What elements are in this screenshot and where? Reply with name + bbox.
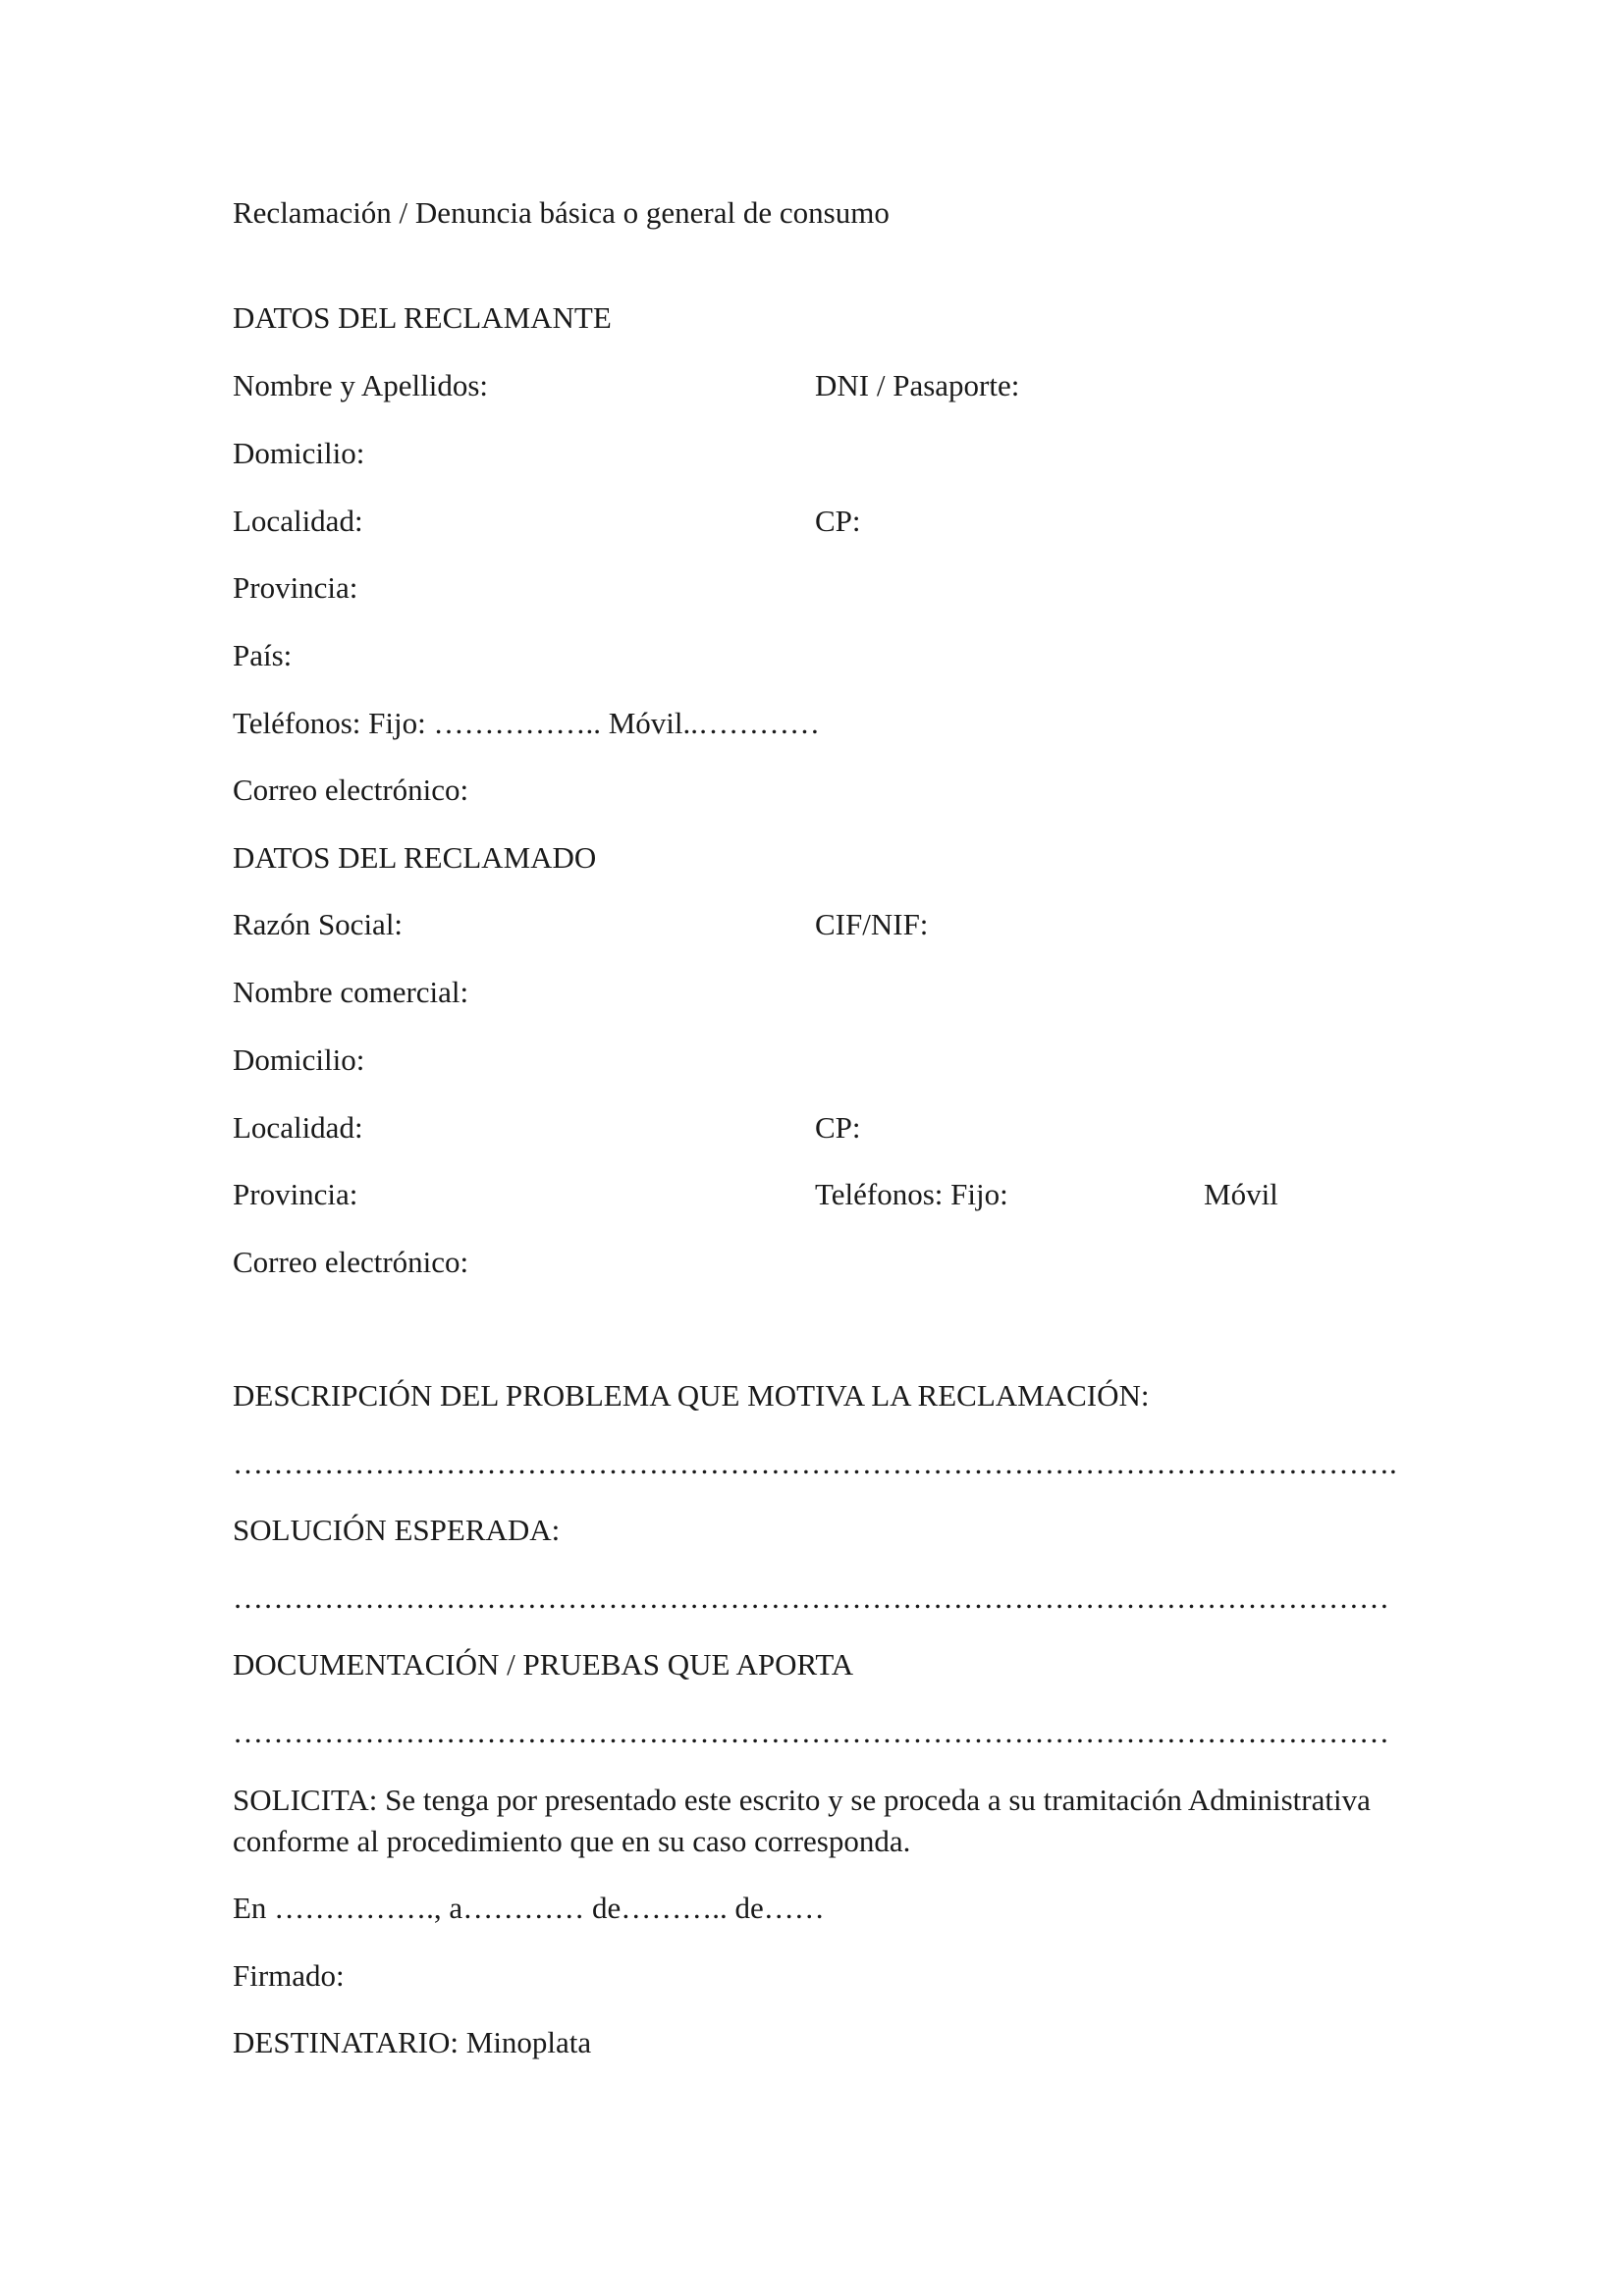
reclamante-nombre-label: Nombre y Apellidos: (233, 368, 489, 402)
reclamante-cp-label: CP: (815, 504, 861, 538)
reclamante-heading: DATOS DEL RECLAMANTE (233, 300, 612, 335)
reclamado-correo-label: Correo electrónico: (233, 1245, 469, 1279)
reclamado-provincia-label: Provincia: (233, 1177, 358, 1211)
solucion-dotted-line: …………………………………………………………………………………………………… (233, 1580, 1389, 1615)
solicita-line-1: SOLICITA: Se tenga por presentado este escrito y se proceda a su tramitación Administrativa (233, 1783, 1371, 1817)
reclamado-heading: DATOS DEL RECLAMADO (233, 840, 597, 875)
reclamado-telefonos-label: Teléfonos: Fijo: (815, 1177, 1008, 1211)
reclamado-domicilio-label: Domicilio: (233, 1042, 365, 1077)
reclamante-localidad-label: Localidad: (233, 504, 363, 538)
reclamado-movil-label: Móvil (1204, 1177, 1278, 1211)
reclamado-cif-label: CIF/NIF: (815, 907, 929, 941)
reclamado-nombre-comercial-label: Nombre comercial: (233, 975, 469, 1009)
reclamante-telefonos-line: Teléfonos: Fijo: …………….. Móvil..………… (233, 706, 821, 740)
documentacion-dotted-line: …………………………………………………………………………………………………… (233, 1715, 1389, 1749)
reclamante-pais-label: País: (233, 638, 293, 672)
reclamante-dni-label: DNI / Pasaporte: (815, 368, 1020, 402)
reclamado-cp-label: CP: (815, 1110, 861, 1145)
descripcion-dotted-line: ……………………………………………………………………………………………………. (233, 1446, 1397, 1480)
reclamante-correo-label: Correo electrónico: (233, 773, 469, 807)
reclamado-razon-label: Razón Social: (233, 907, 404, 941)
documentacion-heading: DOCUMENTACIÓN / PRUEBAS QUE APORTA (233, 1647, 854, 1682)
reclamante-provincia-label: Provincia: (233, 570, 358, 605)
destinatario-line: DESTINATARIO: Minoplata (233, 2025, 592, 2059)
reclamante-domicilio-label: Domicilio: (233, 436, 365, 470)
solicita-line-2: conforme al procedimiento que en su caso corresponda. (233, 1824, 911, 1858)
descripcion-heading: DESCRIPCIÓN DEL PROBLEMA QUE MOTIVA LA RECLAMACIÓN: (233, 1378, 1150, 1413)
fecha-line: En ……………., a………… de……….. de…… (233, 1891, 825, 1925)
document-title: Reclamación / Denuncia básica o general de consumo (233, 195, 890, 230)
solucion-heading: SOLUCIÓN ESPERADA: (233, 1513, 561, 1547)
firmado-label: Firmado: (233, 1958, 345, 1993)
reclamado-localidad-label: Localidad: (233, 1110, 363, 1145)
